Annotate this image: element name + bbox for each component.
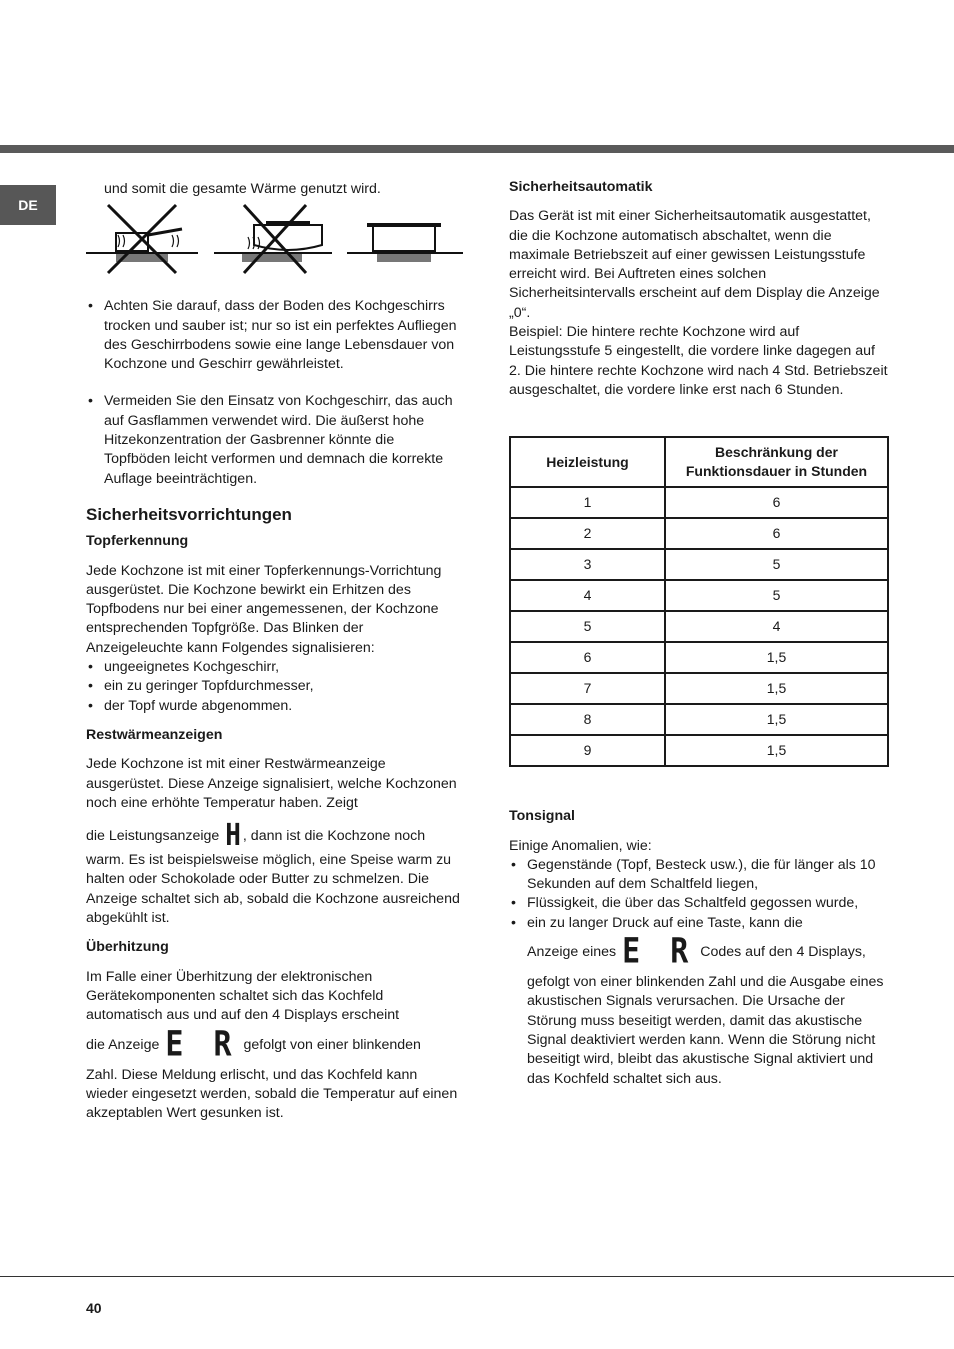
ueber-heading: Überhitzung xyxy=(86,939,169,956)
table-row xyxy=(510,704,888,735)
table-header: Heizleistung xyxy=(510,437,665,487)
table-row xyxy=(510,549,888,580)
ton-heading: Tonsignal xyxy=(509,808,575,825)
ton-text-c: gefolgt von einer blinkenden Zahl und die Ausgabe eines akustischen Signals verursachen. Die Ursache der Störung muss beseitigt werden, damit das akustische Signal deaktiviert werden kann. Wenn die Störung nicht beseitigt wird, bleibt das akustische Signal aktiviert und das Kochfeld schaltet sich aus. xyxy=(527,974,884,1087)
ton-text-b: Codes auf den 4 Displays, xyxy=(700,943,866,960)
table-cell: 5 xyxy=(665,549,888,580)
table-cell: 1,5 xyxy=(665,642,888,673)
section-title: Sicherheitsvorrichtungen xyxy=(86,504,292,524)
ton-text-a: Anzeige eines xyxy=(527,943,617,960)
list-item: • Flüssigkeit, die über das Schaltfeld gegossen wurde, xyxy=(509,894,889,913)
rest-text-2b: , dann ist die Kochzone noch warm. Es ist beispielsweise möglich, eine Speise warm zu halten oder Schokolade oder Butter zu schmelzen. Die Anzeige schaltet sich ab, sobald die Kochzone ausreichend abgekühlt ist. xyxy=(86,827,460,927)
table-cell: 6 xyxy=(665,487,888,518)
list-item: • ein zu langer Druck auf eine Taste, kann die xyxy=(509,914,889,933)
table-cell: 2 xyxy=(510,518,665,549)
table-cell: 1,5 xyxy=(665,735,888,766)
footer-line xyxy=(0,1276,954,1277)
table-cell: 6 xyxy=(665,518,888,549)
wrong-pan-small-icon xyxy=(86,203,198,275)
table-cell: 1 xyxy=(510,487,665,518)
er-display-symbol: E R xyxy=(165,1023,238,1065)
rest-text-1: Jede Kochzone ist mit einer Restwärmeanzeige ausgerüstet. Diese Anzeige signalisiert, welche Kochzonen noch eine erhöhte Temperatur haben. Zeigt xyxy=(86,756,457,811)
ton-list xyxy=(509,856,889,933)
correct-pan-icon xyxy=(347,203,463,275)
language-tab: DE xyxy=(0,185,56,225)
table-row xyxy=(510,487,888,518)
table-row xyxy=(510,611,888,642)
table-header: Beschränkung der Funktionsdauer in Stunden xyxy=(665,437,888,487)
list-item: • Achten Sie darauf, dass der Boden des Kochgeschirrs trocken und sauber ist; nur so ist ein perfektes Aufliegen des Geschirrbodens sowie eine lange Lebensdauer von Kochzone und Geschirr gewährleistet. xyxy=(86,297,462,374)
table-cell: 4 xyxy=(665,611,888,642)
table-cell: 3 xyxy=(510,549,665,580)
table-cell: 7 xyxy=(510,673,665,704)
ton-continued xyxy=(509,931,889,1089)
table-row xyxy=(510,518,888,549)
table-cell: 9 xyxy=(510,735,665,766)
header-bar xyxy=(0,145,954,153)
list-item: • ungeeignetes Kochgeschirr, xyxy=(86,658,462,677)
er-display-symbol: E R xyxy=(622,931,695,972)
topf-heading: Topferkennung xyxy=(86,533,189,550)
right-column xyxy=(509,178,889,1089)
cookware-figures xyxy=(86,203,463,275)
page-number: 40 xyxy=(86,1300,102,1316)
ton-text-line xyxy=(527,931,889,972)
table-cell: 4 xyxy=(510,580,665,611)
ton-intro: Einige Anomalien, wie: xyxy=(509,837,652,854)
table-cell: 1,5 xyxy=(665,704,888,735)
rest-text-2 xyxy=(86,818,462,928)
topf-text: Jede Kochzone ist mit einer Topferkennungs-Vorrichtung ausgerüstet. Die Kochzone bewirkt ein Erhitzen des Topfbodens nur bei einer angemessenen, der Kochzone entsprechenden Topfgröße. Das Blinken der Anzeigeleuchte kann Folgendes signalisieren: xyxy=(86,562,442,656)
table-row xyxy=(510,673,888,704)
table-row xyxy=(510,642,888,673)
table-row xyxy=(510,735,888,766)
list-item: • Vermeiden Sie den Einsatz von Kochgeschirr, das auch auf Gasflammen verwendet wird. Die äußerst hohe Hitzekonzentration der Gasbrenner könnte die Topfböden leicht verformen und demnach die korrekte Auflage beeinträchtigen. xyxy=(86,392,462,488)
rest-heading: Restwärmeanzeigen xyxy=(86,726,223,743)
ueber-text-3: Zahl. Diese Meldung erlischt, und das Kochfeld kann wieder eingesetzt werden, sobald die Temperatur auf einen akzeptablen Wert gesunken ist. xyxy=(86,1066,458,1122)
h-display-symbol: H xyxy=(225,818,241,854)
topf-list xyxy=(86,658,462,716)
auto-text-1: Das Gerät ist mit einer Sicherheitsautomatik ausgestattet, die die Kochzone automatisch abschaltet, wenn die maximale Betriebszeit auf einer gewissen Leistungsstufe erreicht wird. Bei Auftreten eines solchen Sicherheitsintervalls erscheint auf dem Display die Anzeige „0“. xyxy=(509,208,880,321)
table-header-row xyxy=(510,437,888,487)
list-item: • Gegenstände (Topf, Besteck usw.), die für länger als 10 Sekunden auf dem Schaltfeld liegen, xyxy=(509,856,889,895)
care-list xyxy=(86,297,462,489)
ueber-text-1: Im Falle einer Überhitzung der elektronischen Gerätekomponenten schaltet sich das Kochfeld automatisch aus und auf den 4 Displays erscheint xyxy=(86,968,400,1024)
auto-heading: Sicherheitsautomatik xyxy=(509,179,653,195)
safety-table xyxy=(509,436,889,767)
list-item: • ein zu geringer Topfdurchmesser, xyxy=(86,677,462,696)
auto-text-2: Beispiel: Die hintere rechte Kochzone wird auf Leistungsstufe 5 eingestellt, die vordere linke dagegen auf 2. Die hintere rechte Kochzone wird nach 4 Std. Betriebszeit ausgeschaltet, die vordere linke erst nach 6 Stunden. xyxy=(509,324,888,398)
table-cell: 8 xyxy=(510,704,665,735)
wrong-pan-deformed-icon xyxy=(214,203,332,275)
ueber-text-2b: gefolgt von einer blinkenden xyxy=(243,1036,421,1053)
list-item: • der Topf wurde abgenommen. xyxy=(86,697,462,716)
table-cell: 5 xyxy=(510,611,665,642)
rest-text-2a: die Leistungsanzeige xyxy=(86,827,220,844)
table-cell: 5 xyxy=(665,580,888,611)
table-row xyxy=(510,580,888,611)
table-cell: 1,5 xyxy=(665,673,888,704)
ueber-text-2 xyxy=(86,1023,462,1065)
table-cell: 6 xyxy=(510,642,665,673)
left-column xyxy=(86,180,462,1123)
ueber-text-2a: die Anzeige xyxy=(86,1036,160,1053)
intro-text: und somit die gesamte Wärme genutzt wird. xyxy=(104,181,381,197)
